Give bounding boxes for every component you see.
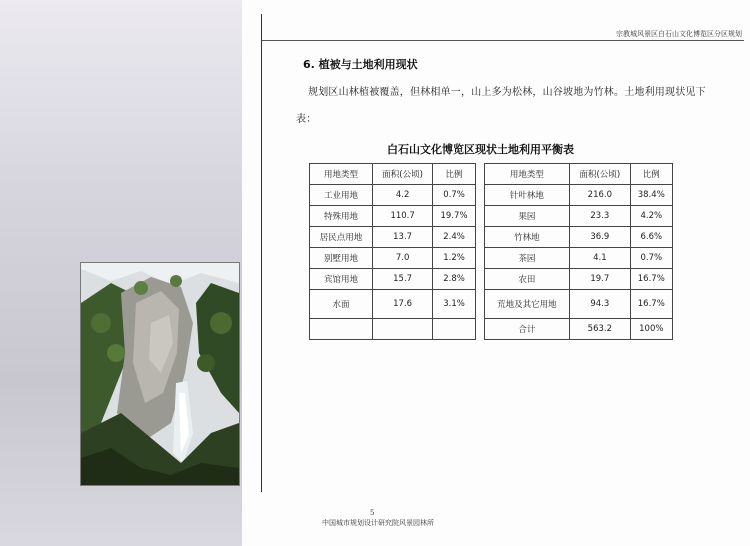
table-row <box>310 269 673 290</box>
header-cell: 比例 <box>433 164 475 185</box>
table-cell: 36.9 <box>570 227 630 248</box>
table-cell: 1.2% <box>433 248 475 269</box>
table-cell: 4.2% <box>630 206 672 227</box>
table-cell: 17.6 <box>372 290 432 319</box>
table-cell: 19.7% <box>433 206 475 227</box>
table-cell: 0.7% <box>433 185 475 206</box>
table-cell: 0.7% <box>630 248 672 269</box>
header-cell: 比例 <box>630 164 672 185</box>
header-cell: 面积(公顷) <box>570 164 630 185</box>
table-cell: 宾馆用地 <box>310 269 373 290</box>
table-cell: 水面 <box>310 290 373 319</box>
document-page <box>242 0 750 546</box>
table-cell: 茶园 <box>484 248 569 269</box>
land-use-table <box>309 163 673 340</box>
table-title: 白石山文化博览区现状土地利用平衡表 <box>387 143 574 156</box>
header-cell: 面积(公顷) <box>372 164 432 185</box>
table-cell: 居民点用地 <box>310 227 373 248</box>
table-cell: 2.8% <box>433 269 475 290</box>
column-gap <box>475 319 484 340</box>
header-rule <box>262 40 744 41</box>
table-cell: 94.3 <box>570 290 630 319</box>
column-gap <box>475 269 484 290</box>
table-cell: 4.1 <box>570 248 630 269</box>
column-gap <box>475 227 484 248</box>
page-number: 5 <box>370 509 375 517</box>
table-cell: 合计 <box>484 319 569 340</box>
body-paragraph: 规划区山林植被覆盖，但林相单一，山上多为松林，山谷坡地为竹林。土地利用现状见下表： <box>296 87 706 125</box>
table-row <box>310 206 673 227</box>
table-cell: 果园 <box>484 206 569 227</box>
waterfall-photo <box>80 262 240 486</box>
table-cell: 7.0 <box>372 248 432 269</box>
table-cell <box>433 319 475 340</box>
table-cell: 100% <box>630 319 672 340</box>
running-header: 宗教城风景区白石山文化博览区分区规划 <box>616 30 742 38</box>
margin-rule <box>261 14 262 492</box>
table-row <box>310 290 673 319</box>
header-cell: 用地类型 <box>484 164 569 185</box>
table-cell: 6.6% <box>630 227 672 248</box>
table-cell: 荒地及其它用地 <box>484 290 569 319</box>
table-cell: 15.7 <box>372 269 432 290</box>
table-cell: 19.7 <box>570 269 630 290</box>
table-cell: 110.7 <box>372 206 432 227</box>
table-total-row <box>310 319 673 340</box>
left-margin-panel <box>0 0 242 546</box>
table-cell: 216.0 <box>570 185 630 206</box>
table-row <box>310 185 673 206</box>
column-gap <box>475 164 484 185</box>
table-cell: 别墅用地 <box>310 248 373 269</box>
table-cell: 工业用地 <box>310 185 373 206</box>
table-row <box>310 248 673 269</box>
column-gap <box>475 248 484 269</box>
table-cell: 23.3 <box>570 206 630 227</box>
table-cell: 13.7 <box>372 227 432 248</box>
table-cell: 38.4% <box>630 185 672 206</box>
table-cell: 特殊用地 <box>310 206 373 227</box>
column-gap <box>475 290 484 319</box>
table-header-row <box>310 164 673 185</box>
table-cell: 竹林地 <box>484 227 569 248</box>
table-cell: 2.4% <box>433 227 475 248</box>
table-cell: 563.2 <box>570 319 630 340</box>
table-cell: 针叶林地 <box>484 185 569 206</box>
footer-text: 中国城市规划设计研究院风景园林所 <box>322 519 434 527</box>
table-cell: 农田 <box>484 269 569 290</box>
header-cell: 用地类型 <box>310 164 373 185</box>
table-cell: 3.1% <box>433 290 475 319</box>
column-gap <box>475 206 484 227</box>
section-heading: 6. 植被与土地利用现状 <box>303 58 418 71</box>
table-cell: 4.2 <box>372 185 432 206</box>
column-gap <box>475 185 484 206</box>
table-cell <box>372 319 432 340</box>
table-cell: 16.7% <box>630 290 672 319</box>
table-cell <box>310 319 373 340</box>
table-row <box>310 227 673 248</box>
table-cell: 16.7% <box>630 269 672 290</box>
